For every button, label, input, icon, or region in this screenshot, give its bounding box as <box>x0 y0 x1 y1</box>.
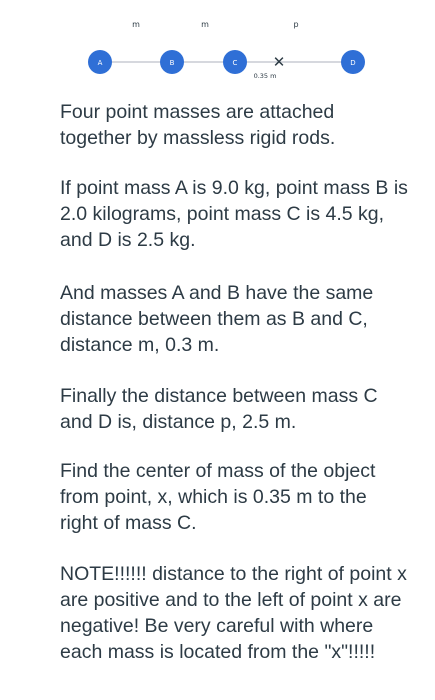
distance-label-m-ab: m <box>132 20 140 29</box>
mass-a-label: A <box>97 59 103 67</box>
mass-c-label: C <box>232 59 238 67</box>
mass-diagram <box>0 0 435 90</box>
problem-intro: Four point masses are attached together by massless rigid rods. <box>60 101 336 149</box>
problem-distance-m: And masses A and B have the same distance between them as B and C, distance m, 0.3 m. <box>60 282 374 356</box>
mass-diagram-svg <box>0 0 435 90</box>
problem-note: NOTE!!!!!! distance to the right of point x are positive and to the left of point x are negative! Be very careful with where each mass is located from the "x"!!!!! <box>60 563 407 663</box>
distance-label-m-bc: m <box>201 20 209 29</box>
offset-label: 0.35 m <box>253 72 277 80</box>
mass-b-label: B <box>169 59 175 67</box>
point-x-marker-icon: ✕ <box>272 53 286 71</box>
distance-label-p-cd: p <box>293 20 299 29</box>
mass-b <box>160 50 184 74</box>
mass-d <box>341 50 365 74</box>
problem-question: Find the center of mass of the object from point, x, which is 0.35 m to the right of mass C. <box>60 460 376 534</box>
problem-distance-p: Finally the distance between mass C and D is, distance p, 2.5 m. <box>60 385 378 433</box>
problem-masses: If point mass A is 9.0 kg, point mass B is 2.0 kilograms, point mass C is 4.5 kg, and D is 2.5 kg. <box>60 177 408 251</box>
mass-d-label: D <box>350 59 356 67</box>
mass-c <box>223 50 247 74</box>
mass-a <box>88 50 112 74</box>
